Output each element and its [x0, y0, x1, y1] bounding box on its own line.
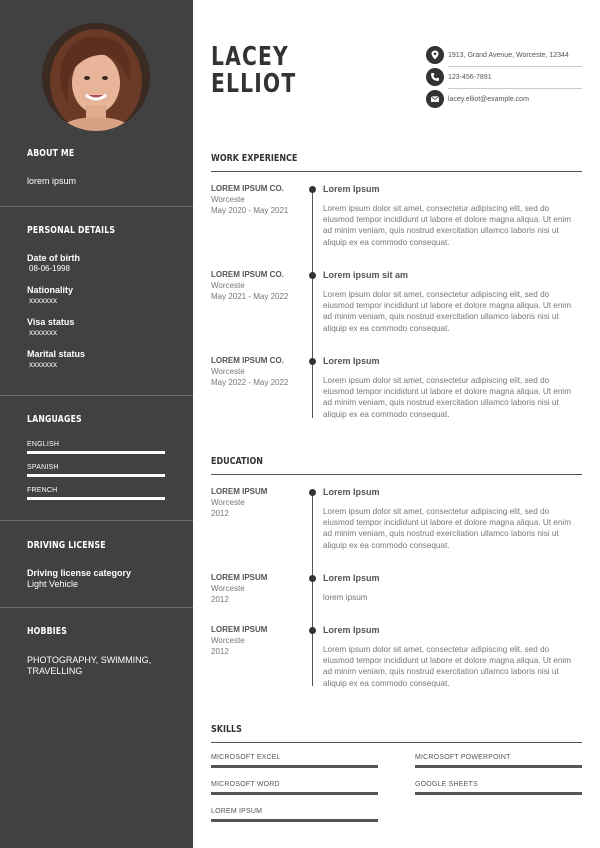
first-name: LACEY: [211, 42, 289, 72]
sidebar-divider: [0, 520, 193, 521]
skill-name: MICROSOFT EXCEL: [211, 754, 281, 761]
skill-item: [211, 808, 378, 822]
skill-item: [211, 781, 378, 795]
entry-title: Lorem ipsum sit am: [323, 270, 409, 280]
work-timeline: [312, 188, 313, 418]
work-experience-heading: WORK EXPERIENCE: [211, 153, 298, 164]
nationality-label: Nationality: [27, 285, 74, 295]
entry-dates: 2012: [211, 509, 229, 518]
entry-description: lorem ipsum: [323, 593, 368, 602]
entry-title: Lorem Ipsum: [323, 573, 380, 583]
entry-location: Worceste: [211, 584, 245, 593]
entry-location: Worceste: [211, 195, 245, 204]
personal-item: [27, 285, 167, 305]
last-name: ELLIOT: [211, 69, 297, 99]
entry-dates: May 2020 - May 2021: [211, 206, 289, 215]
entry-dates: 2012: [211, 647, 229, 656]
entry-dates: May 2022 - May 2022: [211, 378, 289, 387]
contact-phone: [426, 68, 582, 86]
section-rule: [211, 742, 582, 743]
skill-level-bar: [415, 765, 582, 768]
phone-text: 123-456-7891: [448, 73, 492, 81]
entry-location: Worceste: [211, 498, 245, 507]
language-name: FRENCH: [27, 487, 58, 494]
skill-name: GOOGLE SHEETS: [415, 781, 478, 788]
section-rule: [211, 171, 582, 172]
skill-name: LOREM IPSUM: [211, 808, 263, 815]
languages-heading: LANGUAGES: [27, 414, 82, 425]
language-item: [27, 487, 167, 500]
entry-description: Lorem ipsum dolor sit amet, consectetur adipiscing elit, sed do eiusmod tempor incididunt ut labore et dolore magna aliqua. Ut enim ad minim veniam, quis nostrud exercitation ullamco laboris nisi ut aliquip ex ea commodo consequat.: [323, 645, 572, 688]
phone-icon: [426, 68, 444, 86]
entry-description: Lorem ipsum dolor sit amet, consectetur adipiscing elit, sed do eiusmod tempor incididunt ut labore et dolore magna aliqua. Ut enim ad minim veniam, quis nostrud exercitation ullamco laboris nisi ut aliquip ex ea commodo consequat.: [323, 290, 572, 333]
entry-description: Lorem ipsum dolor sit amet, consectetur adipiscing elit, sed do eiusmod tempor incididunt ut labore et dolore magna aliqua. Ut enim ad minim veniam, quis nostrud exercitation ullamco laboris nisi ut aliquip ex ea commodo consequat.: [323, 507, 572, 550]
personal-details-section: [27, 225, 167, 369]
personal-item: [27, 317, 167, 337]
skill-level-bar: [211, 819, 378, 822]
education-heading: EDUCATION: [211, 456, 263, 467]
entry-title: Lorem Ipsum: [323, 625, 380, 635]
skill-name: MICROSOFT WORD: [211, 781, 280, 788]
entry-organization: LOREM IPSUM: [211, 625, 268, 634]
personal-details-heading: PERSONAL DETAILS: [27, 225, 116, 236]
timeline-dot: [309, 186, 316, 193]
skill-name: MICROSOFT POWERPOINT: [415, 754, 511, 761]
language-item: [27, 464, 167, 477]
email-text: lacey.elliot@example.com: [448, 95, 529, 103]
skill-item: [415, 781, 582, 795]
entry-title: Lorem Ipsum: [323, 487, 380, 497]
marital-label: Marital status: [27, 349, 86, 359]
about-section: [27, 148, 167, 186]
entry-organization: LOREM IPSUM CO.: [211, 184, 284, 193]
address-text: 1913, Grand Avenue, Worceste, 12344: [448, 51, 569, 59]
about-text: lorem ipsum: [27, 176, 77, 186]
nationality-value: xxxxxxx: [29, 296, 57, 305]
entry-location: Worceste: [211, 636, 245, 645]
entry-organization: LOREM IPSUM CO.: [211, 270, 284, 279]
dob-value: 08-06-1998: [29, 264, 70, 273]
personal-item: [27, 349, 167, 369]
dob-label: Date of birth: [27, 253, 80, 263]
skill-item: [415, 754, 582, 768]
contact-divider: [448, 88, 582, 89]
entry-description: Lorem ipsum dolor sit amet, consectetur adipiscing elit, sed do eiusmod tempor incididunt ut labore et dolore magna aliqua. Ut enim ad minim veniam, quis nostrud exercitation ullamco laboris nisi ut aliquip ex ea commodo consequat.: [323, 204, 572, 247]
profile-photo: [42, 23, 150, 131]
languages-section: [27, 414, 167, 500]
hobbies-heading: HOBBIES: [27, 626, 68, 637]
education-timeline: [312, 491, 313, 686]
visa-value: xxxxxxx: [29, 328, 57, 337]
hobbies-text: PHOTOGRAPHY, SWIMMING, TRAVELLING: [27, 655, 152, 676]
driving-license-section: [27, 540, 167, 589]
about-heading: ABOUT ME: [27, 148, 75, 159]
entry-organization: LOREM IPSUM CO.: [211, 356, 284, 365]
skills-heading: SKILLS: [211, 724, 242, 735]
contact-divider: [448, 66, 582, 67]
language-item: [27, 441, 167, 454]
language-level-bar: [27, 474, 165, 477]
timeline-dot: [309, 489, 316, 496]
timeline-dot: [309, 358, 316, 365]
language-level-bar: [27, 497, 165, 500]
email-icon: [426, 90, 444, 108]
driving-license-value: Light Vehicle: [27, 579, 79, 589]
entry-dates: 2012: [211, 595, 229, 604]
timeline-dot: [309, 575, 316, 582]
skill-level-bar: [211, 765, 378, 768]
marital-value: xxxxxxx: [29, 360, 57, 369]
language-name: ENGLISH: [27, 441, 60, 448]
entry-organization: LOREM IPSUM: [211, 487, 268, 496]
language-name: SPANISH: [27, 464, 59, 471]
contact-address: [426, 46, 582, 64]
timeline-dot: [309, 272, 316, 279]
entry-title: Lorem Ipsum: [323, 356, 380, 366]
section-rule: [211, 474, 582, 475]
visa-label: Visa status: [27, 317, 75, 327]
timeline-dot: [309, 627, 316, 634]
entry-location: Worceste: [211, 367, 245, 376]
entry-description: Lorem ipsum dolor sit amet, consectetur adipiscing elit, sed do eiusmod tempor incididunt ut labore et dolore magna aliqua. Ut enim ad minim veniam, quis nostrud exercitation ullamco laboris nisi ut aliquip ex ea commodo consequat.: [323, 376, 572, 419]
skill-level-bar: [415, 792, 582, 795]
contact-email: [426, 90, 582, 108]
entry-dates: May 2021 - May 2022: [211, 292, 289, 301]
driving-license-label: Driving license category: [27, 568, 132, 578]
sidebar-divider: [0, 206, 193, 207]
language-level-bar: [27, 451, 165, 454]
personal-item: [27, 253, 167, 273]
candidate-name: [211, 44, 296, 98]
entry-organization: LOREM IPSUM: [211, 573, 268, 582]
entry-title: Lorem Ipsum: [323, 184, 380, 194]
location-pin-icon: [426, 46, 444, 64]
sidebar-divider: [0, 395, 193, 396]
skill-item: [211, 754, 378, 768]
driving-license-heading: DRIVING LICENSE: [27, 540, 106, 551]
sidebar-divider: [0, 607, 193, 608]
sidebar: [0, 0, 193, 848]
entry-location: Worceste: [211, 281, 245, 290]
hobbies-section: [27, 626, 167, 677]
skill-level-bar: [211, 792, 378, 795]
